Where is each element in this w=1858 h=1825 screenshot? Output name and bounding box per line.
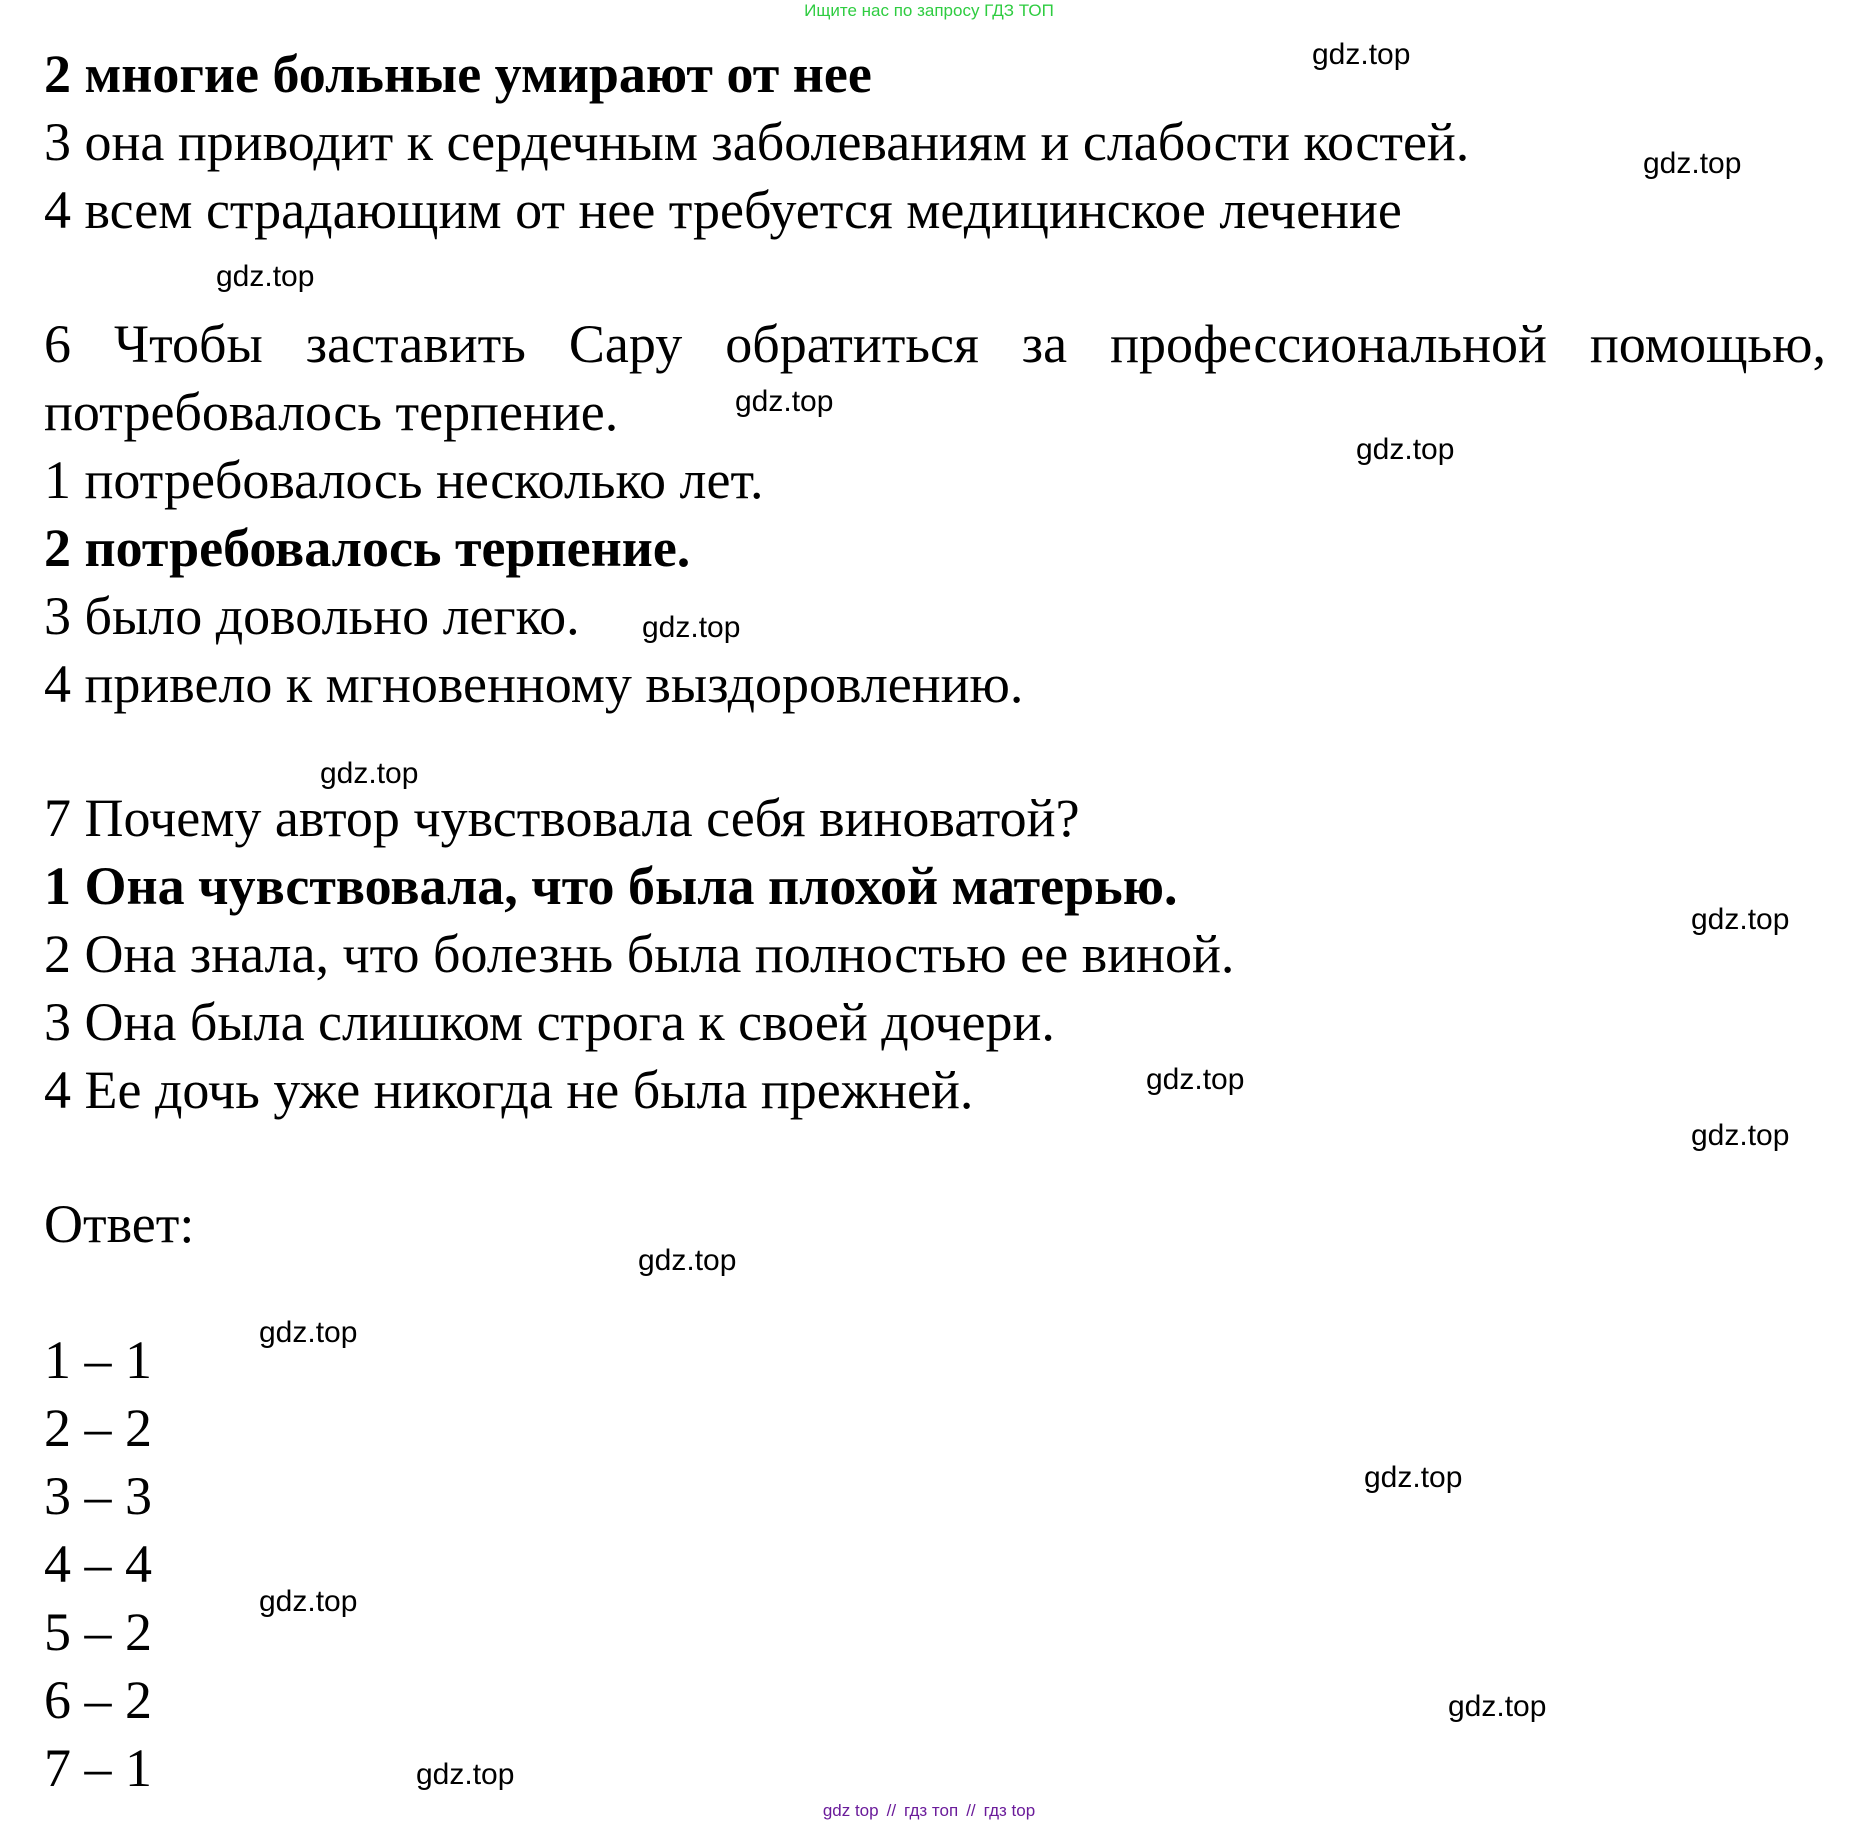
q6-option-2-correct: 2 потребовалось терпение.	[44, 518, 691, 578]
watermark: gdz.top	[1643, 147, 1742, 180]
watermark: gdz.top	[259, 1316, 358, 1349]
answer-item: 2 – 2	[44, 1398, 152, 1458]
watermark: gdz.top	[1691, 1119, 1790, 1152]
watermark: gdz.top	[735, 385, 834, 418]
footer-part-3: гдз top	[983, 1801, 1036, 1820]
footer-part-2: гдз топ	[904, 1801, 959, 1820]
answer-item: 7 – 1	[44, 1738, 152, 1798]
q7-option-4: 4 Ее дочь уже никогда не была прежней.	[44, 1060, 974, 1120]
watermark: gdz.top	[642, 611, 741, 644]
answer-label: Ответ:	[44, 1194, 195, 1254]
footer-separator: //	[966, 1801, 976, 1820]
q6-option-3: 3 было довольно легко.	[44, 586, 580, 646]
q6-option-1: 1 потребовалось несколько лет.	[44, 450, 764, 510]
watermark: gdz.top	[259, 1585, 358, 1618]
watermark: gdz.top	[216, 260, 315, 293]
answer-item: 3 – 3	[44, 1466, 152, 1526]
answer-item: 1 – 1	[44, 1330, 152, 1390]
watermark: gdz.top	[638, 1244, 737, 1277]
q5-option-4: 4 всем страдающим от нее требуется медицинское лечение	[44, 180, 1402, 240]
watermark: gdz.top	[1146, 1063, 1245, 1096]
answer-item: 6 – 2	[44, 1670, 152, 1730]
q6-question: 6 Чтобы заставить Сару обратиться за профессиональной помощью, потребовалось терпение.	[44, 314, 1826, 442]
q7-question: 7 Почему автор чувствовала себя виноватой?	[44, 788, 1080, 848]
q6-option-4: 4 привело к мгновенному выздоровлению.	[44, 654, 1024, 714]
watermark: gdz.top	[320, 757, 419, 790]
q7-option-3: 3 Она была слишком строга к своей дочери.	[44, 992, 1055, 1052]
watermark: gdz.top	[1312, 38, 1411, 71]
watermark: gdz.top	[1356, 433, 1455, 466]
watermark: gdz.top	[1364, 1461, 1463, 1494]
footer-part-1: gdz top	[822, 1801, 879, 1820]
watermark: gdz.top	[416, 1758, 515, 1791]
q7-option-2: 2 Она знала, что болезнь была полностью ее виной.	[44, 924, 1235, 984]
answer-item: 4 – 4	[44, 1534, 152, 1594]
footer	[0, 1800, 1858, 1822]
footer-separator: //	[886, 1801, 897, 1820]
answer-item: 5 – 2	[44, 1602, 152, 1662]
q7-option-1-correct: 1 Она чувствовала, что была плохой матерью.	[44, 856, 1178, 916]
q5-option-3: 3 она приводит к сердечным заболеваниям и слабости костей.	[44, 112, 1470, 172]
q5-option-2-correct: 2 многие больные умирают от нее	[44, 44, 872, 104]
watermark: gdz.top	[1448, 1690, 1547, 1723]
watermark: gdz.top	[1691, 903, 1790, 936]
top-banner: Ищите нас по запросу ГДЗ ТОП	[804, 1, 1054, 20]
